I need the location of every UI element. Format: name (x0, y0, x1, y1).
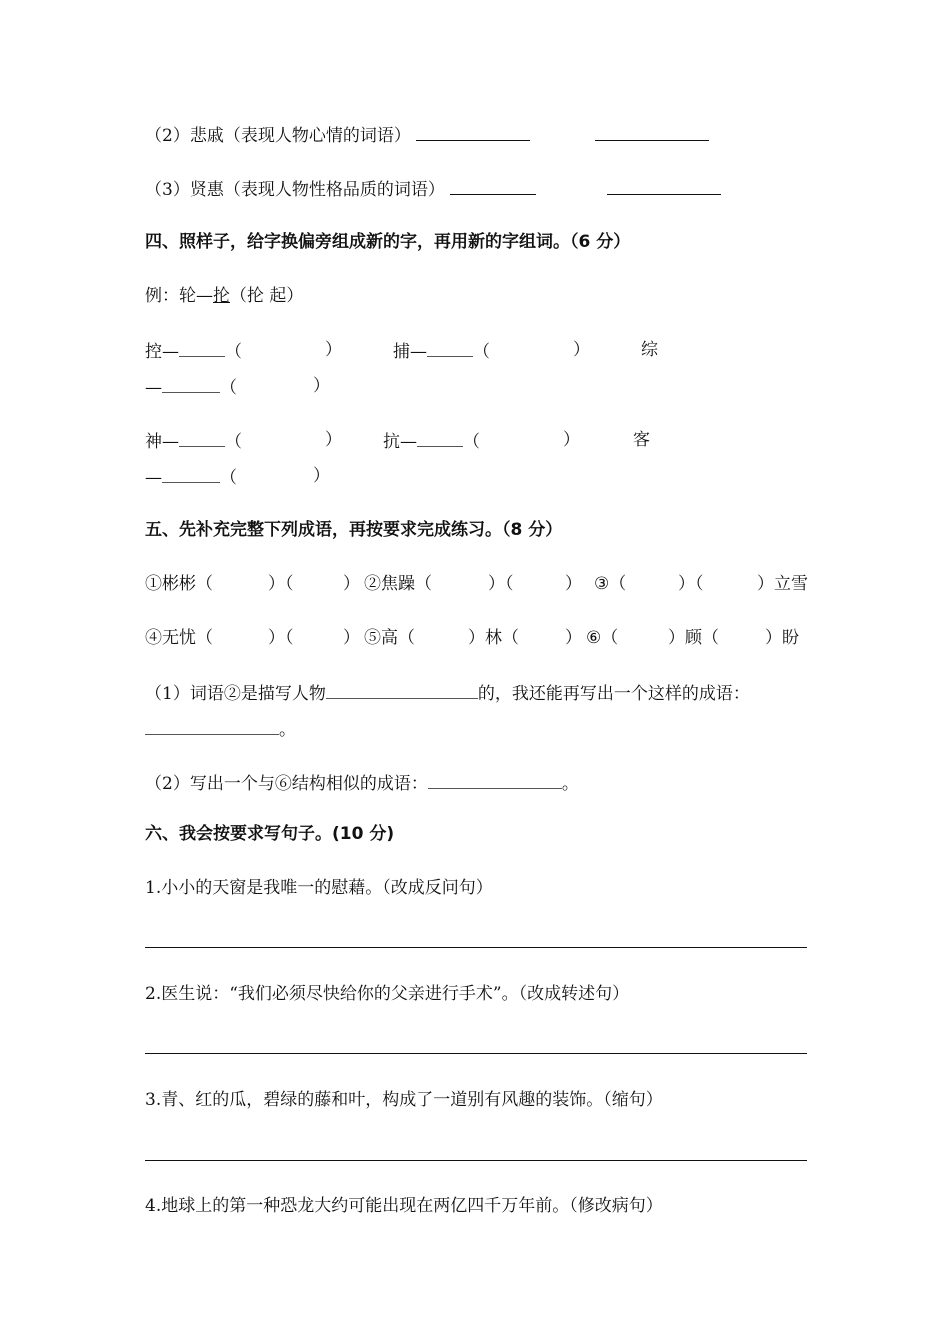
q4-row2-item3-cont (145, 464, 237, 490)
q6-sentence-3: 3.青、红的瓜，碧绿的藤和叶，构成了一道别有风趣的装饰。（缩句） (145, 1090, 663, 1110)
answer-blank[interactable] (145, 716, 279, 735)
paren: （ (473, 342, 490, 362)
paren: （ (463, 432, 480, 452)
idiom-part: ） (565, 628, 582, 648)
answer-line[interactable] (145, 1053, 807, 1054)
q3-item-3 (145, 176, 721, 202)
answer-blank[interactable] (162, 374, 220, 393)
answer-blank[interactable] (595, 122, 709, 141)
char-label: 捕— (393, 342, 427, 362)
paren: （ (220, 468, 237, 488)
answer-line[interactable] (145, 1160, 807, 1161)
idiom-part: ）林（ (468, 628, 519, 648)
char-label: 综 (641, 340, 658, 360)
answer-blank[interactable] (326, 680, 478, 699)
idiom-part: ⑥（ (586, 628, 619, 648)
example-suffix: （抡 起） (230, 286, 304, 306)
answer-blank[interactable] (428, 770, 562, 789)
q3-item-2 (145, 122, 709, 148)
idiom-part: ）（ (678, 574, 704, 594)
paren: （ (220, 378, 237, 398)
q4-row1-item3-cont (145, 374, 237, 400)
answer-blank[interactable] (427, 338, 473, 357)
q5-sub1-text-cont: 的，我还能再写出一个这样的成语： (477, 684, 750, 704)
idiom-part: ②焦躁（ (364, 574, 432, 594)
idiom-part: ） (565, 574, 582, 594)
paren: ） (313, 466, 330, 486)
paren: ） (573, 340, 590, 360)
paren: ） (325, 430, 342, 450)
q4-title: 四、照样子，给字换偏旁组成新的字，再用新的字组词。（6 分） (145, 232, 631, 252)
q6-sentence-2: 2.医生说：“我们必须尽快给你的父亲进行手术”。（改成转述句） (145, 984, 630, 1004)
answer-blank[interactable] (607, 176, 721, 195)
paren: ） (313, 376, 330, 396)
char-label: 神— (145, 432, 179, 452)
paren: ） (563, 430, 580, 450)
paren: （ (225, 432, 242, 452)
q4-row1-item1 (145, 338, 242, 364)
idiom-part: ）盼 (765, 628, 799, 648)
char-label: 控— (145, 342, 179, 362)
answer-blank[interactable] (417, 428, 463, 447)
q5-title: 五、先补充完整下列成语，再按要求完成练习。（8 分） (145, 520, 563, 540)
idiom-part: ） (343, 628, 360, 648)
dash: — (145, 468, 162, 488)
example-prefix: 例：轮— (145, 286, 213, 306)
idiom-part: ④无忧（ (145, 628, 213, 648)
period: 。 (561, 774, 579, 794)
q5-sub1-line2 (145, 716, 296, 742)
q5-sub2-text: （2）写出一个与⑥结构相似的成语： (145, 774, 428, 794)
idiom-part: ）立雪 (757, 574, 808, 594)
idiom-part: ） (343, 574, 360, 594)
answer-line[interactable] (145, 947, 807, 948)
q4-row2-item1 (145, 428, 242, 454)
q3-item-2-text: （2）悲戚（表现人物心情的词语） (145, 126, 411, 146)
period: 。 (279, 720, 296, 740)
dash: — (145, 378, 162, 398)
idiom-part: ）（ (268, 628, 294, 648)
idiom-part: ①彬彬（ (145, 574, 213, 594)
answer-blank[interactable] (162, 464, 220, 483)
answer-blank[interactable] (450, 176, 536, 195)
idiom-part: ）（ (268, 574, 294, 594)
q4-row2-item2 (383, 428, 480, 454)
q5-sub1-text: （1）词语②是描写人物 (145, 684, 326, 704)
char-label: 客 (633, 430, 650, 450)
idiom-part: ）顾（ (668, 628, 719, 648)
q6-title: 六、我会按要求写句子。(10 分) (145, 824, 395, 844)
paren: ） (325, 340, 342, 360)
answer-blank[interactable] (179, 338, 225, 357)
q3-item-3-text: （3）贤惠（表现人物性格品质的词语） (145, 180, 445, 200)
example-answer: 抡 (213, 286, 230, 306)
answer-blank[interactable] (416, 122, 530, 141)
q6-sentence-1: 1.小小的天窗是我唯一的慰藉。（改成反问句） (145, 878, 493, 898)
answer-blank[interactable] (179, 428, 225, 447)
idiom-part: ⑤高（ (364, 628, 415, 648)
q4-row1-item2 (393, 338, 490, 364)
q5-sub1 (145, 680, 750, 706)
q5-sub2 (145, 770, 579, 796)
idiom-part: ）（ (488, 574, 514, 594)
q6-sentence-4: 4.地球上的第一种恐龙大约可能出现在两亿四千万年前。（修改病句） (145, 1196, 663, 1216)
idiom-part: ③（ (594, 574, 627, 594)
q4-example (145, 284, 303, 308)
char-label: 抗— (383, 432, 417, 452)
paren: （ (225, 342, 242, 362)
